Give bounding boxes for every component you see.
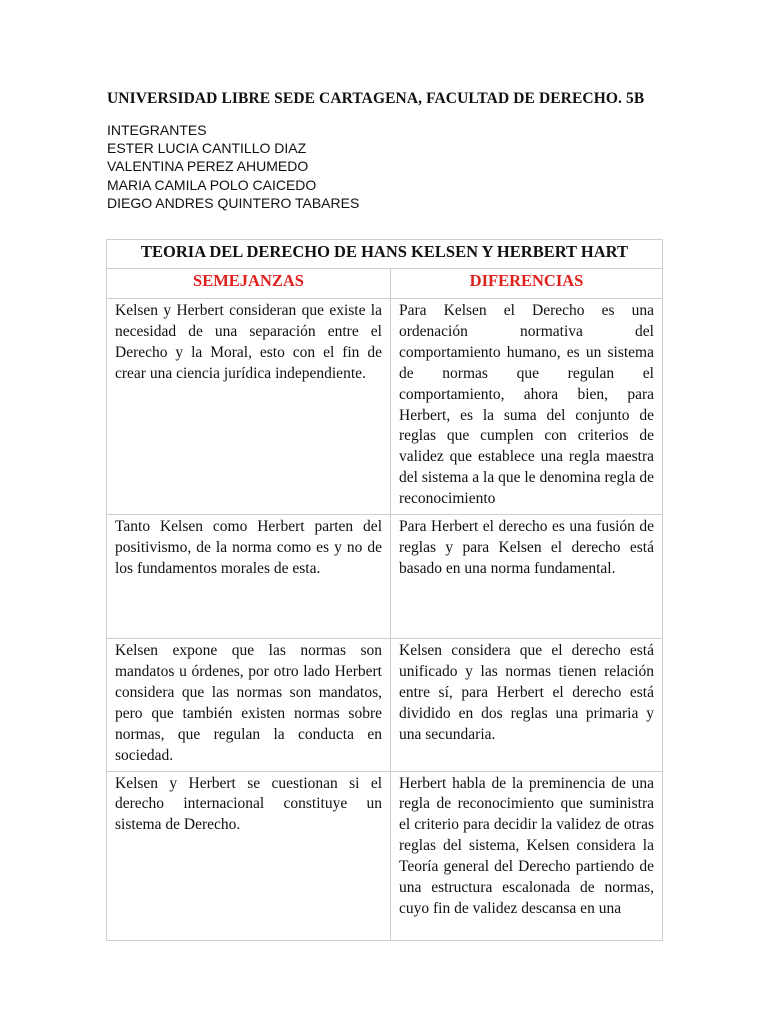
table-title: TEORIA DEL DERECHO DE HANS KELSEN Y HERBERT HART — [107, 240, 663, 269]
difference-cell: Kelsen considera que el derecho está unificado y las normas tienen relación entre sí, para Herbert el derecho está dividido en dos reglas una primaria y una secundaria. — [391, 639, 663, 771]
table-row — [107, 771, 663, 940]
table-row — [107, 639, 663, 771]
document-header-title: UNIVERSIDAD LIBRE SEDE CARTAGENA, FACULTAD DE DERECHO. 5B — [107, 90, 645, 107]
difference-cell: Herbert habla de la preminencia de una regla de reconocimiento que suministra el criterio para decidir la validez de otras reglas del sistema, Kelsen considera la Teoría general del Derecho partiendo de una estructura escalonada de normas, cuyo fin de validez descansa en una — [391, 771, 663, 940]
member-name: MARIA CAMILA POLO CAICEDO — [107, 176, 317, 193]
similarity-cell: Kelsen y Herbert consideran que existe la necesidad de una separación entre el Derecho y la Moral, esto con el fin de crear una ciencia jurídica independiente. — [107, 299, 391, 515]
column-header-similarities: SEMEJANZAS — [107, 269, 391, 299]
table-row — [107, 299, 663, 515]
similarity-cell: Kelsen expone que las normas son mandatos u órdenes, por otro lado Herbert considera que las normas son mandatos, pero que también existen normas sobre normas, que regulan la conducta en sociedad. — [107, 639, 391, 771]
column-header-differences: DIFERENCIAS — [391, 269, 663, 299]
members-block — [107, 121, 359, 212]
table-title-row — [107, 240, 663, 269]
difference-cell: Para Herbert el derecho es una fusión de reglas y para Kelsen el derecho está basado en una norma fundamental. — [391, 515, 663, 639]
table-row — [107, 515, 663, 639]
similarity-cell: Kelsen y Herbert se cuestionan si el derecho internacional constituye un sistema de Derecho. — [107, 771, 391, 940]
similarity-cell: Tanto Kelsen como Herbert parten del positivismo, de la norma como es y no de los fundamentos morales de esta. — [107, 515, 391, 639]
member-name: DIEGO ANDRES QUINTERO TABARES — [107, 194, 360, 211]
members-label: INTEGRANTES — [107, 122, 207, 138]
member-name: VALENTINA PEREZ AHUMEDO — [107, 158, 309, 175]
difference-cell: Para Kelsen el Derecho es una ordenación normativa del comportamiento humano, es un sistema de normas que regulan el comportamiento, ahora bien, para Herbert, es la suma del conjunto de reglas que cumplen con criterios de validez que establece una regla maestra del sistema a la que le denomina regla de reconocimiento — [391, 299, 663, 515]
member-name: ESTER LUCIA CANTILLO DIAZ — [107, 140, 307, 157]
table-header-row — [107, 269, 663, 299]
comparison-table — [106, 239, 663, 941]
